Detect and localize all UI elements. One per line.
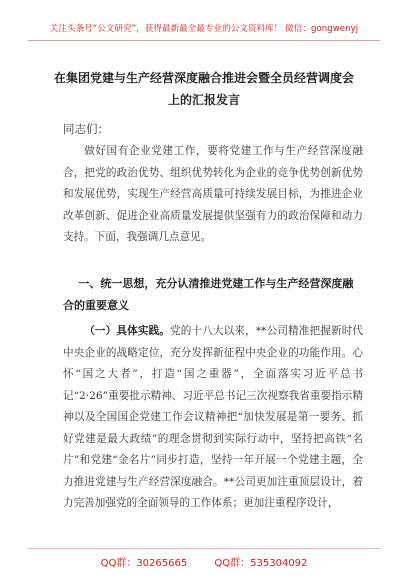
footer-contact [0, 554, 408, 569]
body-paragraph-2 [63, 321, 363, 515]
qq-group-2: QQ群：535304092 [214, 558, 308, 569]
footer-divider [28, 548, 380, 549]
qq-group-1: QQ群：30265665 [100, 558, 188, 569]
title-line-2: 上的汇报发言 [167, 93, 240, 107]
body-paragraph-1: 做好国有企业党建工作，要将党建工作与生产经营深度融合，把党的政治优势、组织优势转化为企业的竞争优势创新优势和发展优势，实现生产经营高质量可持续发展目标，为推进企业改革创新、促进企业高质量发展提供坚强有力的政治保障和动力支持。下面，我强调几点意见。 [63, 145, 363, 243]
salutation: 同志们： [63, 122, 109, 136]
paragraph-2-text: 党的十八大以来，**公司精准把握新时代中央企业的战略定位，充分发挥新征程中央企业的功能作用。心怀“国之大者”，打造“国之重器”，全面落实习近平总书记“2·26”重要批示精神、习近平总书记三次视察我省重要指示精神以及全国国企党建工作会议精神把“加快发展是第一要务、抓好党建是最大政绩”的理念贯彻到实际行动中，坚持把高铁“名片”和党建“金名片”同步打造，坚持一年开展一个党建主题，全力推进党建与生产经营深度融合。**公司更加注重顶层设计，着力完善加强党的全面领导的工作体系；更加注重程序设计， [63, 325, 364, 509]
section-heading-1: 一、统一思想，充分认清推进党建工作与生产经营深度融合的重要意义 [63, 277, 354, 312]
subsection-label: （一）具体实践。 [84, 325, 171, 337]
header-divider [28, 40, 380, 41]
document-title [40, 67, 368, 111]
header-banner: 关注头条号“公文研究”，获得最新最全最专业的公文资料库！ 微信：gongwenyj [49, 24, 359, 34]
title-line-1: 在集团党建与生产经营深度融合推进会暨全员经营调度会 [53, 71, 354, 85]
